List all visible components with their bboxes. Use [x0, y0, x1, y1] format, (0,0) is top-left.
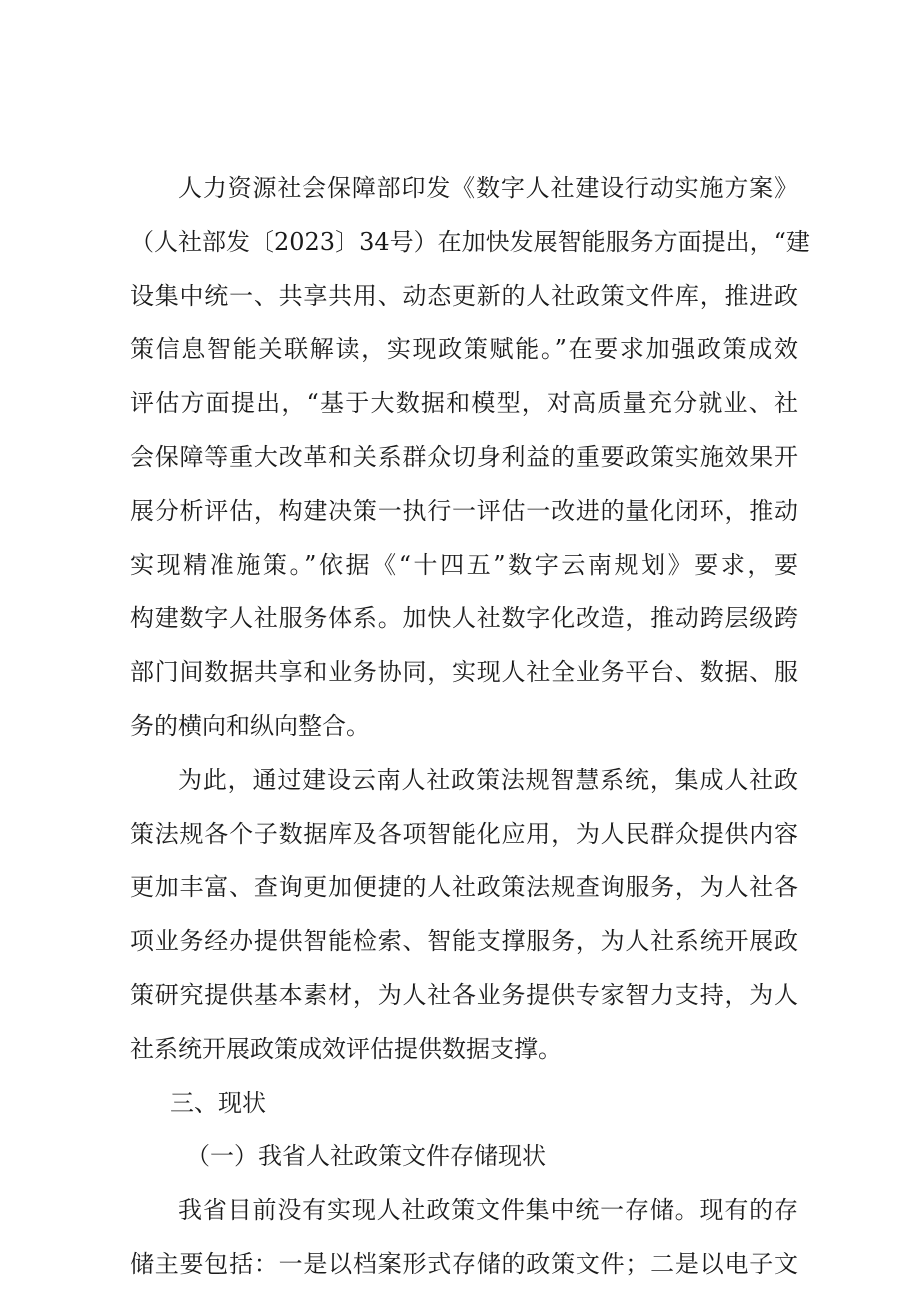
- text-line: 部门间数据共享和业务协同，实现人社全业务平台、数据、服: [130, 658, 798, 687]
- text-line: 更加丰富、查询更加便捷的人社政策法规查询服务，为人社各: [130, 873, 798, 902]
- paragraph-plan-background: [130, 162, 810, 754]
- subsection-heading-storage: [130, 1130, 798, 1184]
- text-line: 策信息智能关联解读，实现政策赋能。”在要求加强政策成效: [130, 335, 798, 364]
- text-line: 策研究提供基本素材，为人社各业务提供专家智力支持，为人: [130, 980, 798, 1009]
- text-line: 展分析评估，构建决策一执行一评估一改进的量化闭环，推动: [130, 496, 798, 525]
- paragraph-system-purpose: [130, 754, 798, 1077]
- text-line: 评估方面提出，“基于大数据和模型，对高质量充分就业、社: [130, 389, 798, 418]
- text-line: 项业务经办提供智能检索、智能支撑服务，为人社系统开展政: [130, 927, 798, 956]
- document-body: [130, 162, 810, 1292]
- text-line: 策法规各个子数据库及各项智能化应用，为人民群众提供内容: [130, 819, 798, 848]
- section-heading-status: [130, 1077, 798, 1131]
- heading-text: 三、现状: [170, 1088, 266, 1117]
- text-line: 构建数字人社服务体系。加快人社数字化改造，推动跨层级跨: [130, 604, 798, 633]
- paragraph-storage-status: [130, 1184, 798, 1292]
- text-line: 人力资源社会保障部印发《数字人社建设行动实施方案》: [178, 174, 798, 202]
- text-line: 为此，通过建设云南人社政策法规智慧系统，集成人社政: [178, 765, 798, 794]
- text-line: 实现精准施策。”依据《“十四五”数字云南规划》要求，要: [130, 550, 798, 579]
- text-line: 设集中统一、共享共用、动态更新的人社政策文件库，推进政: [130, 281, 798, 310]
- text-line: （人社部发〔2023〕34号）在加快发展智能服务方面提出，“建: [130, 227, 810, 256]
- text-line: 社系统开展政策成效评估提供数据支撑。: [130, 1034, 562, 1063]
- text-line: 务的横向和纵向整合。: [130, 711, 370, 740]
- text-line: 我省目前没有实现人社政策文件集中统一存储。现有的存: [178, 1196, 798, 1225]
- text-line: 会保障等重大改革和关系群众切身利益的重要政策实施效果开: [130, 442, 798, 471]
- subheading-text: （一）我省人社政策文件存储现状: [186, 1142, 546, 1171]
- text-line: 储主要包括：一是以档案形式存储的政策文件；二是以电子文: [130, 1249, 798, 1278]
